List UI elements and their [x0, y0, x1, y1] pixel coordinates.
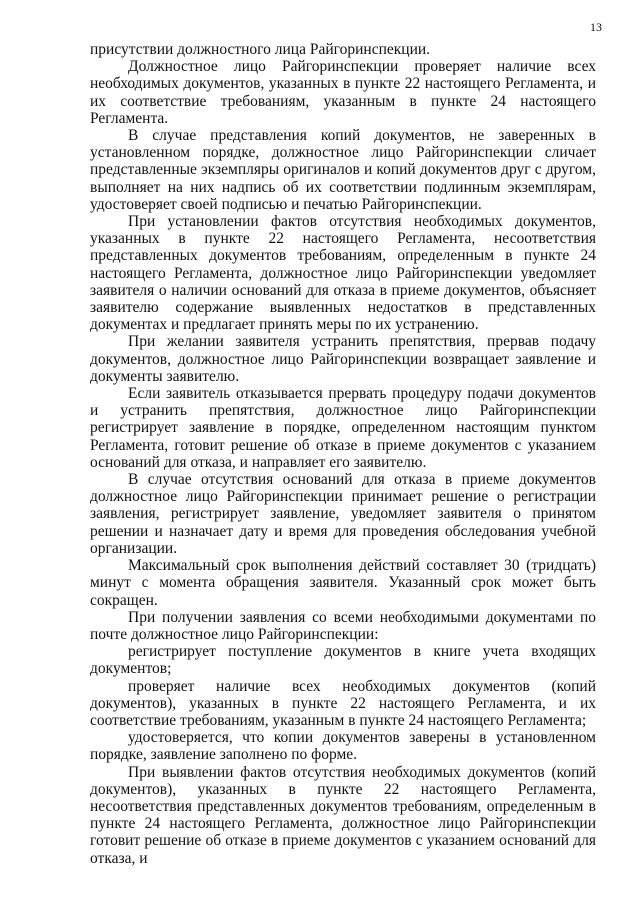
paragraph-8: Максимальный срок выполнения действий составляет 30 (тридцать) минут с момента обращения заявителя. Указанный срок может быть сокращен.: [90, 557, 596, 609]
paragraph-10: регистрирует поступление документов в книге учета входящих документов;: [90, 643, 596, 678]
paragraph-11: проверяет наличие всех необходимых документов (копий документов), указанных в пункте 22 настоящего Регламента, и их соответствие требованиям, указанным в пункте 24 настоящего Регламента;: [90, 677, 596, 729]
page-number: 13: [590, 20, 602, 34]
paragraph-5: При желании заявителя устранить препятствия, прервав подачу документов, должностное лицо Райгоринспекции возвращает заявление и документы заявителю.: [90, 333, 596, 385]
paragraph-9: При получении заявления со всеми необходимыми документами по почте должностное лицо Райгоринспекции:: [90, 608, 596, 643]
paragraph-4: При установлении фактов отсутствия необходимых документов, указанных в пункте 22 настоящего Регламента, несоответствия представленных документов требованиям, определенным в пункте 24 настоящего Регламента, должностное лицо Райгоринспекции уведомляет заявителя о наличии оснований для отказа в приеме документов, объясняет заявителю содержание выявленных недостатков в представленных документах и предлагает принять меры по их устранению.: [90, 213, 596, 334]
paragraph-6: Если заявитель отказывается прервать процедуру подачи документов и устранить препятствия, должностное лицо Райгоринспекции регистрирует заявление в порядке, определенном настоящим пунктом Регламента, готовит решение об отказе в приеме документов с указанием оснований для отказа, и направляет его заявителю.: [90, 385, 596, 471]
paragraph-2: Должностное лицо Райгоринспекции проверяет наличие всех необходимых документов, указанных в пункте 22 настоящего Регламента, и их соответствие требованиям, указанным в пункте 24 настоящего Регламента.: [90, 58, 596, 127]
paragraph-7: В случае отсутствия оснований для отказа в приеме документов должностное лицо Райгоринспекции принимает решение о регистрации заявления, регистрирует заявление, уведомляет заявителя о принятом решении и назначает дату и время для проведения обследования учебной организации.: [90, 471, 596, 557]
paragraph-13: При выявлении фактов отсутствия необходимых документов (копий документов), указанных в пункте 22 настоящего Регламента, несоответствия представленных документов требованиям, определенным в пункте 24 настоящего Регламента, должностное лицо Райгоринспекции готовит решение об отказе в приеме документов с указанием оснований для отказа, и: [90, 763, 596, 867]
paragraph-1: присутствии должностного лица Райгоринспекции.: [90, 41, 431, 58]
paragraph-12: удостоверяется, что копии документов заверены в установленном порядке, заявление заполнено по форме.: [90, 729, 596, 764]
document-body: [90, 41, 596, 867]
paragraph-3: В случае представления копий документов, не заверенных в установленном порядке, должностное лицо Райгоринспекции сличает представленные экземпляры оригиналов и копий документов друг с другом, выполняет на них надпись об их соответствии подлинным экземплярам, удостоверяет своей подписью и печатью Райгоринспекции.: [90, 127, 596, 213]
